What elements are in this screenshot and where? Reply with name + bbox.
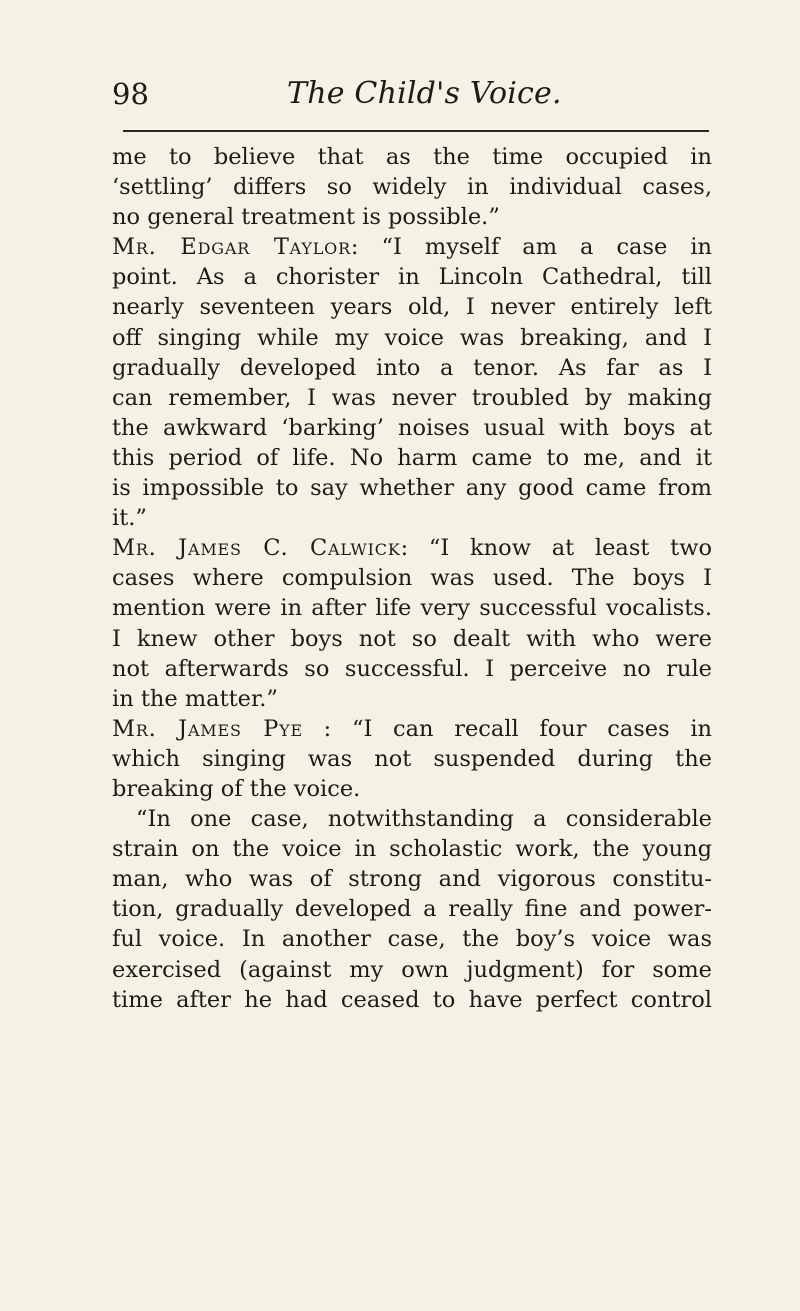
text-line	[112, 383, 712, 413]
page-number: 98	[112, 77, 149, 111]
speaker-separator: :	[350, 234, 382, 261]
line-text: is impossible to say whether any good came from	[112, 475, 712, 502]
text-line	[112, 593, 712, 623]
line-text: cases where compulsion was used. The boys I	[112, 565, 712, 592]
line-text: strain on the voice in scholastic work, the young	[112, 836, 712, 863]
text-line	[112, 503, 712, 533]
text-line	[112, 894, 712, 924]
text-line	[112, 864, 712, 894]
line-text: off singing while my voice was breaking, and I	[112, 324, 712, 351]
text-line	[112, 834, 712, 864]
text-line	[112, 684, 712, 714]
text-line	[112, 172, 712, 202]
text-line	[112, 473, 712, 503]
text-line	[112, 323, 712, 353]
line-text: the awkward ‘barking’ noises usual with boys at	[112, 414, 712, 441]
text-line	[112, 563, 712, 593]
text-line	[112, 924, 712, 954]
text-line	[112, 353, 712, 383]
speaker-separator: :	[303, 715, 352, 742]
text-line	[112, 624, 712, 654]
speaker-name: Mr. James C. Calwick	[112, 535, 401, 562]
speaker-name: Mr. James Pye	[112, 715, 303, 742]
text-line	[112, 142, 712, 172]
line-text: I knew other boys not so dealt with who were	[112, 625, 712, 652]
line-text: not afterwards so successful. I perceive no rule	[112, 655, 712, 682]
line-text: tion, gradually developed a really fine and power-	[112, 896, 712, 923]
text-line	[112, 955, 712, 985]
running-title: The Child's Voice.	[287, 76, 562, 111]
speaker-separator: :	[400, 535, 429, 562]
line-text: this period of life. No harm came to me, and it	[112, 444, 712, 471]
line-text: “In one case, notwithstanding a considerable	[136, 806, 712, 833]
line-text: “I know at least two	[428, 535, 713, 562]
text-line	[112, 985, 712, 1015]
line-text: gradually developed into a tenor. As far as I	[112, 354, 712, 381]
header-rule	[123, 130, 709, 132]
text-line	[112, 232, 712, 262]
line-text: man, who was of strong and vigorous constitu-	[112, 866, 712, 893]
text-line	[112, 804, 712, 834]
body-text	[112, 142, 712, 1015]
line-text: in the matter.”	[112, 685, 278, 712]
line-text: exercised (against my own judgment) for some	[112, 956, 712, 983]
text-line	[112, 413, 712, 443]
line-text: breaking of the voice.	[112, 775, 361, 802]
line-text: nearly seventeen years old, I never entirely left	[112, 294, 712, 321]
text-line	[112, 744, 712, 774]
running-head	[112, 74, 702, 114]
text-line	[112, 533, 712, 563]
line-text: ful voice. In another case, the boy’s voice was	[112, 926, 712, 953]
line-text: me to believe that as the time occupied in	[112, 144, 712, 170]
line-text: “I can recall four cases in	[351, 715, 713, 742]
line-text: mention were in after life very successful vocalists.	[112, 595, 712, 622]
text-line	[112, 654, 712, 684]
speaker-name: Mr. Edgar Taylor	[112, 234, 351, 261]
text-line	[112, 443, 712, 473]
line-text: which singing was not suspended during the	[112, 745, 712, 772]
line-text: point. As a chorister in Lincoln Cathedral, till	[112, 264, 712, 291]
text-line	[112, 714, 712, 744]
line-text: it.”	[112, 505, 147, 532]
text-line	[112, 292, 712, 322]
text-line	[112, 202, 712, 232]
line-text: “I myself am a case in	[381, 234, 713, 261]
text-line	[112, 774, 712, 804]
text-line	[112, 262, 712, 292]
line-text: ‘settling’ differs so widely in individual cases,	[112, 174, 712, 201]
line-text: can remember, I was never troubled by making	[112, 384, 712, 411]
line-text: time after he had ceased to have perfect control	[112, 986, 712, 1013]
line-text: no general treatment is possible.”	[112, 204, 500, 231]
